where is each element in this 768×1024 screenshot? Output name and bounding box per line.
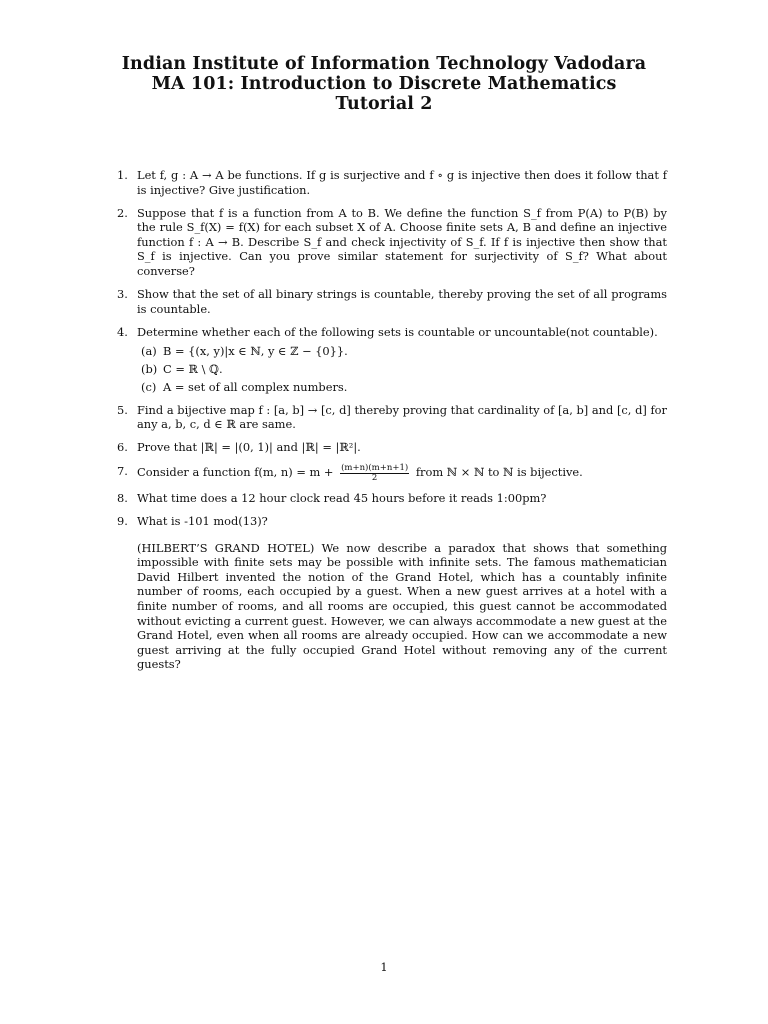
subpart-label: (a) xyxy=(141,344,157,359)
subpart-c xyxy=(137,380,667,395)
subpart-text: C = ℝ \ ℚ. xyxy=(163,362,223,377)
question-number: 3. xyxy=(117,287,128,302)
question-number: 5. xyxy=(117,402,128,417)
subpart-list xyxy=(137,344,667,394)
question-text: What is -101 mod(13)? xyxy=(137,514,268,529)
subpart-label: (b) xyxy=(141,362,158,377)
subpart-a xyxy=(137,344,667,359)
institute-title: Indian Institute of Information Technology Vadodara xyxy=(121,54,647,74)
question-6 xyxy=(117,440,667,455)
fraction-denominator: 2 xyxy=(371,472,378,483)
question-text-after: from ℕ × ℕ to ℕ is bijective. xyxy=(415,464,583,479)
question-text: Prove that |ℝ| = |(0, 1)| and |ℝ| = |ℝ²|. xyxy=(137,440,361,455)
question-number: 2. xyxy=(117,205,128,220)
question-9 xyxy=(117,514,667,672)
subpart-text: A = set of all complex numbers. xyxy=(163,379,348,394)
question-text-before: Consider a function f(m, n) = m + xyxy=(137,464,334,479)
subpart-label: (c) xyxy=(141,379,157,394)
question-number: 8. xyxy=(117,491,128,505)
question-number: 6. xyxy=(117,440,128,455)
question-number: 9. xyxy=(117,514,128,529)
question-7 xyxy=(117,464,667,483)
course-title: MA 101: Introduction to Discrete Mathematics xyxy=(151,74,617,94)
question-text: What time does a 12 hour clock read 45 hours before it reads 1:00pm? xyxy=(137,491,547,505)
question-text: Find a bijective map f : [a, b] → [c, d] thereby proving that cardinality of [a, b] and [c, d] for any a, b, c, d ∈ ℝ are same. xyxy=(137,402,667,432)
page-number: 1 xyxy=(380,960,388,974)
tutorial-title: Tutorial 2 xyxy=(335,94,433,114)
fraction xyxy=(340,464,409,483)
question-3 xyxy=(117,287,667,316)
question-8 xyxy=(117,491,667,506)
question-text: Show that the set of all binary strings is countable, thereby proving the set of all programs is countable. xyxy=(137,287,667,316)
fraction-numerator: (m+n)(m+n+1) xyxy=(341,462,409,473)
question-number: 7. xyxy=(117,463,128,478)
hilbert-grand-hotel-paragraph: (HILBERT’S GRAND HOTEL) We now describe a paradox that shows that something impossible with finite sets may be possible with infinite sets. The famous mathematician David Hilbert invented the notion of the Grand Hotel, which has a countably infinite number of rooms, each occupied by a guest. When a new guest arrives at a hotel with a finite number of rooms, and all rooms are occupied, this guest cannot be accommodated without evicting a current guest. However, we can always accommodate a new guest at the Grand Hotel, even when all rooms are already occupied. How can we accommodate a new guest arriving at the fully occupied Grand Hotel without removing any of the current guests? xyxy=(137,540,667,672)
question-number: 1. xyxy=(117,168,128,182)
question-list xyxy=(117,168,667,681)
question-5 xyxy=(117,403,667,432)
question-text: Let f, g : A → A be functions. If g is surjective and f ∘ g is injective then does it follow that f is injective? Give justification. xyxy=(137,168,667,197)
subpart-b xyxy=(137,362,667,377)
document-header xyxy=(0,54,768,114)
question-1 xyxy=(117,168,667,197)
question-number: 4. xyxy=(117,324,128,339)
question-text: Determine whether each of the following sets is countable or uncountable(not countable). xyxy=(137,324,658,339)
question-4 xyxy=(117,325,667,394)
question-2 xyxy=(117,206,667,279)
question-text: Suppose that f is a function from A to B. We define the function S_f from P(A) to P(B) by the rule S_f(X) = f(X) for each subset X of A. Choose finite sets A, B and define an injective function f : A → B. Describe S_f and check injectivity of S_f. If f is injective then show that S_f is injective. Can you prove similar statement for surjectivity of S_f? What about converse? xyxy=(137,205,667,279)
subpart-text: B = {(x, y)|x ∈ ℕ, y ∈ ℤ − {0}}. xyxy=(163,344,348,359)
